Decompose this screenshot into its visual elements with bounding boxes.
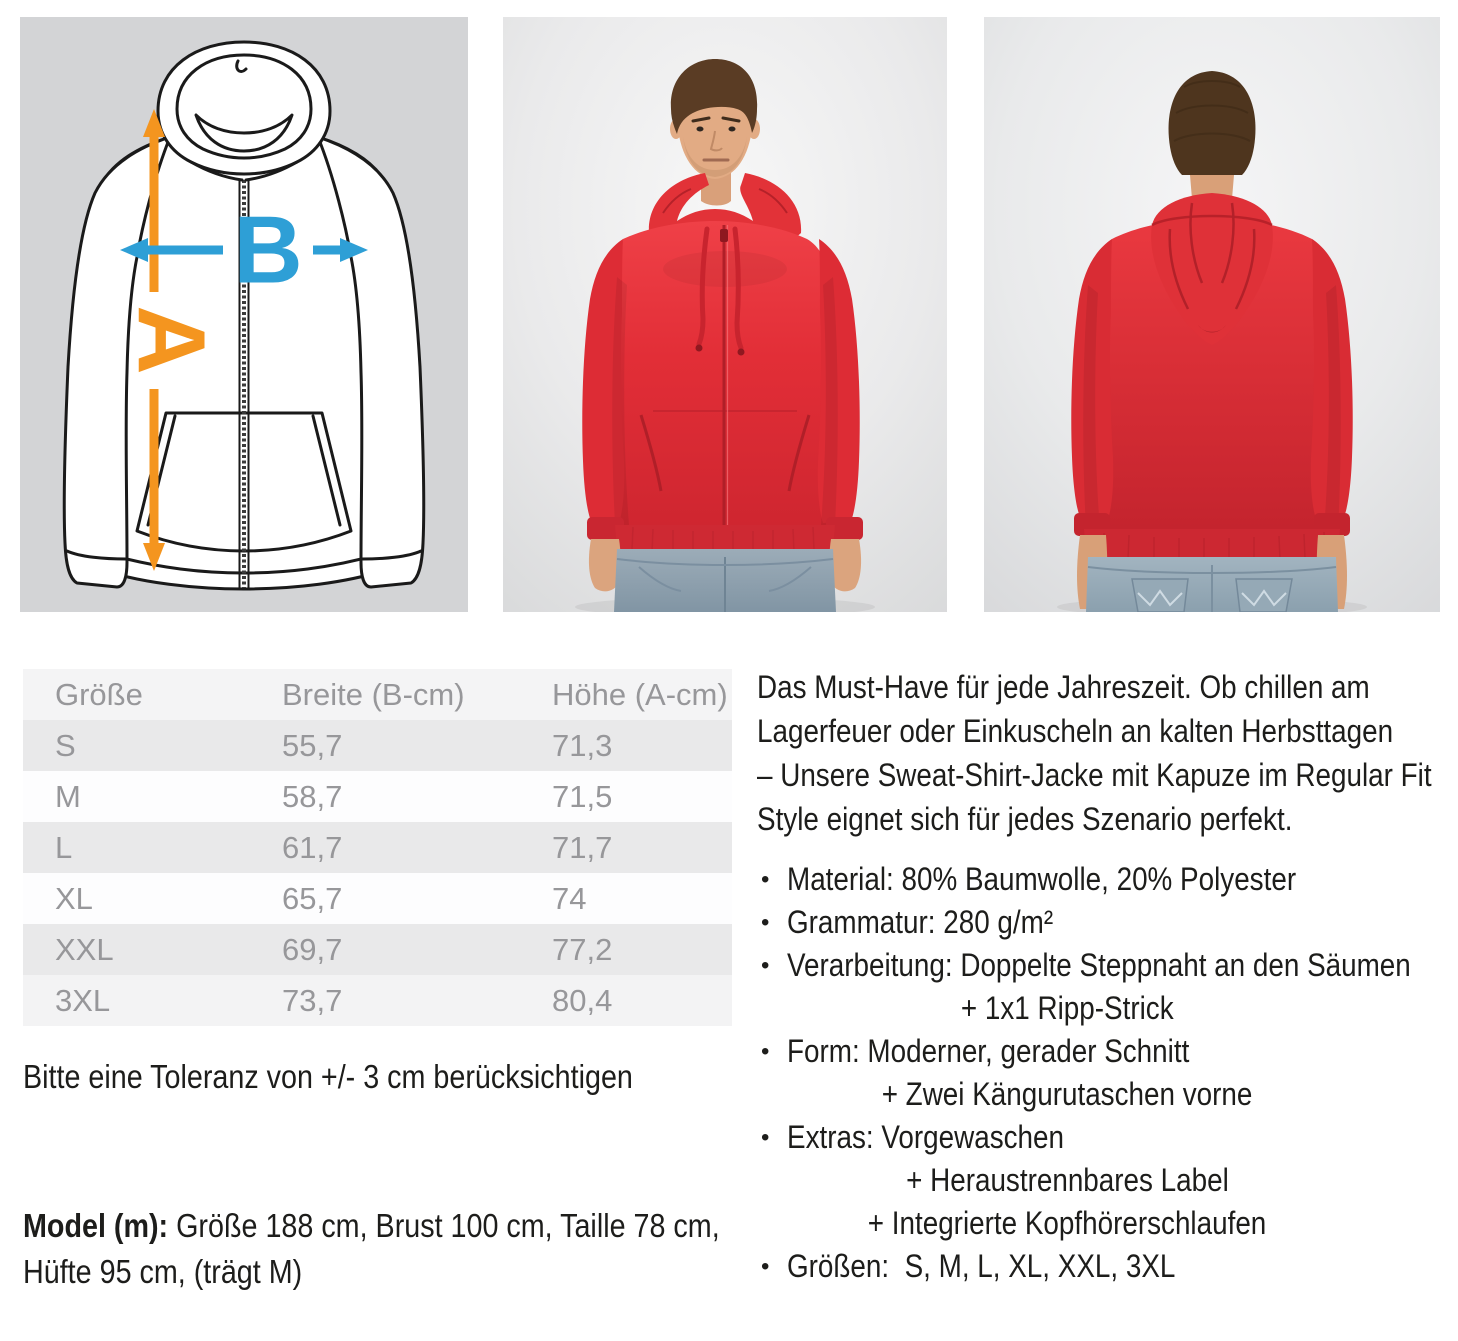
feature-grammatur: • Grammatur: 280 g/m² [757, 901, 1458, 944]
back-jeans [1086, 557, 1338, 612]
feature-form-extra: + Zwei Kängurutaschen vorne [881, 1076, 1253, 1112]
col-header-breite: Breite (B-cm) [282, 676, 465, 712]
product-description [757, 665, 1458, 1288]
measure-label-b: B [233, 196, 303, 304]
model-label: Model (m): [23, 1207, 169, 1244]
table-row [23, 771, 732, 822]
feature-list [757, 858, 1458, 1288]
breite-cell: 58,7 [282, 778, 343, 814]
size-cell: XL [55, 880, 93, 916]
col-header-groesse: Größe [55, 676, 143, 712]
breite-cell: 61,7 [282, 829, 343, 865]
model-front-illustration [503, 17, 947, 612]
table-row [23, 720, 732, 771]
size-cell: 3XL [55, 982, 111, 1018]
hoehe-cell: 80,4 [552, 982, 613, 1018]
size-table [23, 669, 732, 1026]
feature-verarbeitung: • Verarbeitung: Doppelte Steppnaht an den Säumen [757, 944, 1458, 987]
description-line: Das Must-Have für jede Jahreszeit. Ob chillen am [757, 669, 1370, 705]
breite-cell: 55,7 [282, 727, 343, 763]
model-back-photo [984, 17, 1440, 612]
table-row [23, 873, 732, 924]
table-row [23, 924, 732, 975]
hoehe-cell: 71,5 [552, 778, 613, 814]
model-line1: Größe 188 cm, Brust 100 cm, Taille 78 cm, [168, 1207, 720, 1244]
description-line: Style eignet sich für jedes Szenario perfekt. [757, 801, 1293, 837]
size-cell: XXL [55, 931, 114, 967]
size-cell: L [55, 829, 73, 865]
hoehe-cell: 74 [552, 880, 587, 916]
size-diagram-image [20, 17, 468, 612]
feature-form: • Form: Moderner, gerader Schnitt [757, 1030, 1458, 1073]
model-front-photo [503, 17, 947, 612]
model-back-illustration [984, 17, 1440, 612]
model-line2: Hüfte 95 cm, (trägt M) [23, 1253, 303, 1290]
hoehe-cell: 71,7 [552, 829, 613, 865]
size-table-header-row [23, 669, 732, 720]
table-row [23, 822, 732, 873]
back-hair [1169, 71, 1256, 175]
feature-groessen: • Größen: S, M, L, XL, XXL, 3XL [757, 1245, 1458, 1288]
tolerance-note: Bitte eine Toleranz von +/- 3 cm berücksichtigen [23, 1058, 633, 1095]
feature-extras: • Extras: Vorgewaschen [757, 1116, 1458, 1159]
hoodie-schematic [20, 17, 468, 612]
col-header-hoehe: Höhe (A-cm) [552, 676, 728, 712]
breite-cell: 73,7 [282, 982, 343, 1018]
table-row [23, 975, 732, 1026]
back-hoodie [1071, 193, 1352, 567]
feature-extras-extra-2: + Integrierte Kopfhörerschlaufen [867, 1205, 1267, 1241]
breite-cell: 69,7 [282, 931, 343, 967]
hoehe-cell: 77,2 [552, 931, 613, 967]
feature-extras-extra-1: + Heraustrennbares Label [905, 1162, 1229, 1198]
feature-material: • Material: 80% Baumwolle, 20% Polyester [757, 858, 1458, 901]
breite-cell: 65,7 [282, 880, 343, 916]
size-cell: M [55, 778, 81, 814]
feature-verarbeitung-extra: + 1x1 Ripp-Strick [960, 990, 1174, 1026]
measure-label-a: A [117, 305, 225, 375]
size-cell: S [55, 727, 76, 763]
schematic-hood [158, 42, 330, 180]
hoehe-cell: 71,3 [552, 727, 613, 763]
description-line: – Unsere Sweat-Shirt-Jacke mit Kapuze im Regular Fit [757, 757, 1432, 793]
front-jeans [614, 549, 836, 612]
description-line: Lagerfeuer oder Einkuscheln an kalten Herbsttagen [757, 713, 1394, 749]
model-measurements-note [23, 1203, 733, 1295]
